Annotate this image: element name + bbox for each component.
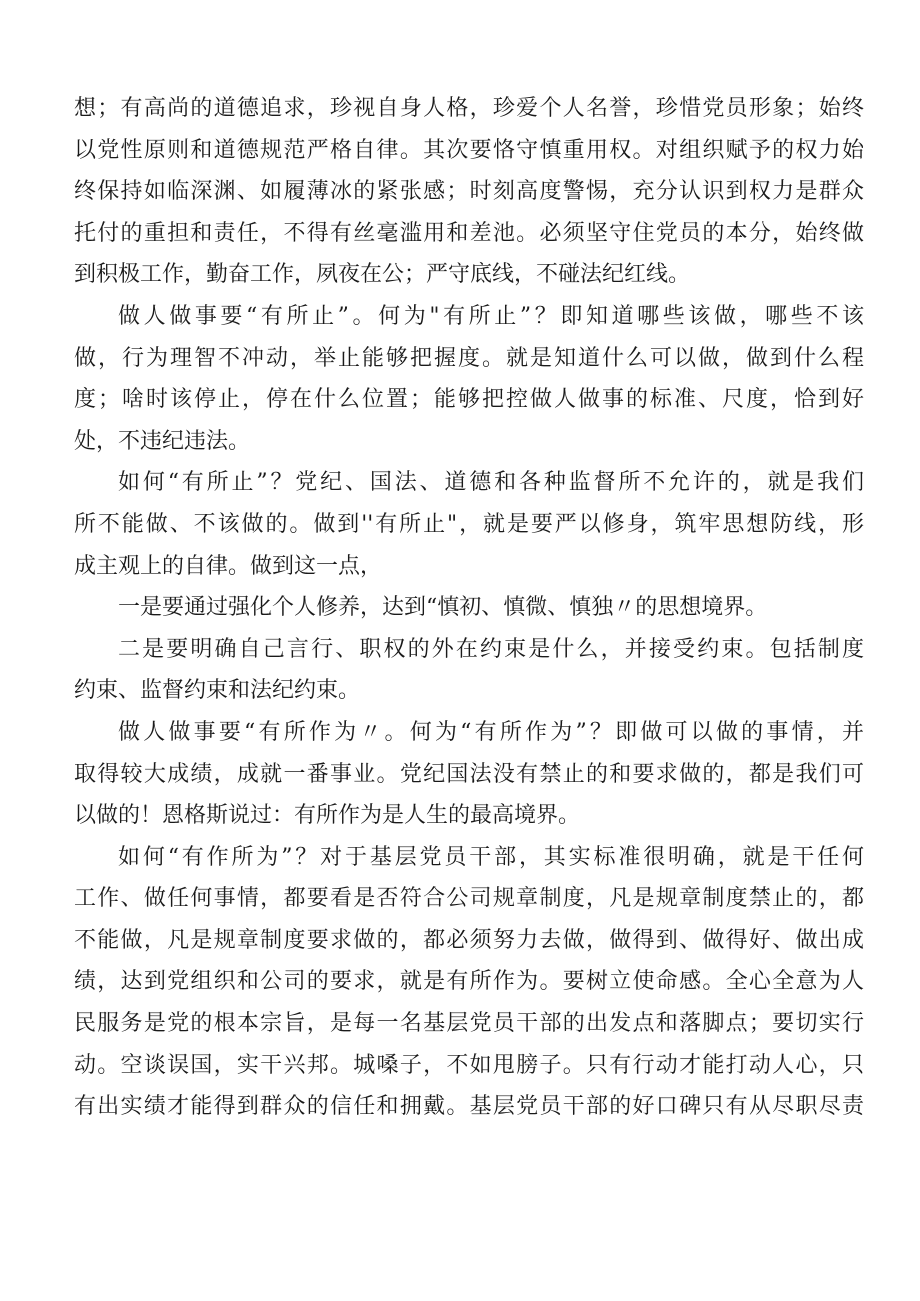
text-line: 如何“有作所为”？对于基层党员干部，其实标准很明确，就是干任何 — [118, 844, 864, 870]
text-line: 做人做事要“有所止”。何为"有所止”？即知道哪些该做，哪些不该 — [118, 303, 864, 329]
text-line: 取得较大成绩，成就一番事业。党纪国法没有禁止的和要求做的，都是我们可 — [74, 761, 864, 787]
text-line: 如何“有所止”？党纪、国法、道德和各种监督所不允许的，就是我们 — [118, 470, 864, 496]
text-line: 约束、监督约束和法纪约束。 — [74, 678, 361, 704]
text-line: 动。空谈误国，实干兴邦。城嗓子，不如甩膀子。只有行动才能打动人心，只 — [74, 1052, 864, 1078]
text-line: 不能做，凡是规章制度要求做的，都必须努力去做，做得到、做得好、做出成 — [74, 927, 864, 953]
text-line: 工作、做任何事情，都要看是否符合公司规章制度，凡是规章制度禁止的，都 — [74, 886, 864, 912]
text-line: 一是要通过强化个人修养，达到“慎初、慎微、慎独〃的思想境界。 — [118, 595, 768, 621]
text-line: 处，不违纪违法。 — [74, 428, 251, 454]
document-body — [74, 88, 864, 1128]
text-line: 二是要明确自己言行、职权的外在约束是什么，并接受约束。包括制度 — [118, 636, 864, 662]
text-line: 以做的！恩格斯说过：有所作为是人生的最高境界。 — [74, 803, 581, 829]
text-line: 有出实绩才能得到群众的信任和拥戴。基层党员干部的好口碑只有从尽职尽责 — [74, 1094, 864, 1120]
text-line: 所不能做、不该做的。做到''有所止"，就是要严以修身，筑牢思想防线，形 — [74, 511, 864, 537]
text-line: 终保持如临深渊、如履薄冰的紧张感；时刻高度警惕，充分认识到权力是群众 — [74, 179, 864, 205]
text-line: 绩，达到党组织和公司的要求，就是有所作为。要树立使命感。全心全意为人 — [74, 969, 864, 995]
text-line: 以党性原则和道德规范严格自律。其次要恪守慎重用权。对组织赋予的权力始 — [74, 137, 864, 163]
text-line: 到积极工作，勤奋工作，夙夜在公；严守底线，不碰法纪红线。 — [74, 262, 691, 288]
text-line: 成主观上的自律。做到这一点， — [74, 553, 383, 579]
text-line: 托付的重担和责任，不得有丝毫滥用和差池。必须坚守住党员的本分，始终做 — [74, 220, 864, 246]
text-line: 做，行为理智不冲动，举止能够把握度。就是知道什么可以做，做到什么程 — [74, 345, 864, 371]
text-line: 想；有高尚的道德追求，珍视自身人格，珍爱个人名誉，珍惜党员形象；始终 — [74, 96, 864, 121]
text-line: 度；啥时该停止，停在什么位置；能够把控做人做事的标准、尺度，恰到好 — [74, 387, 864, 413]
text-line: 做人做事要“有所作为〃。何为“有所作为”？即做可以做的事情，并 — [118, 719, 864, 745]
text-line: 民服务是党的根本宗旨，是每一名基层党员干部的出发点和落脚点；要切实行 — [74, 1011, 864, 1037]
